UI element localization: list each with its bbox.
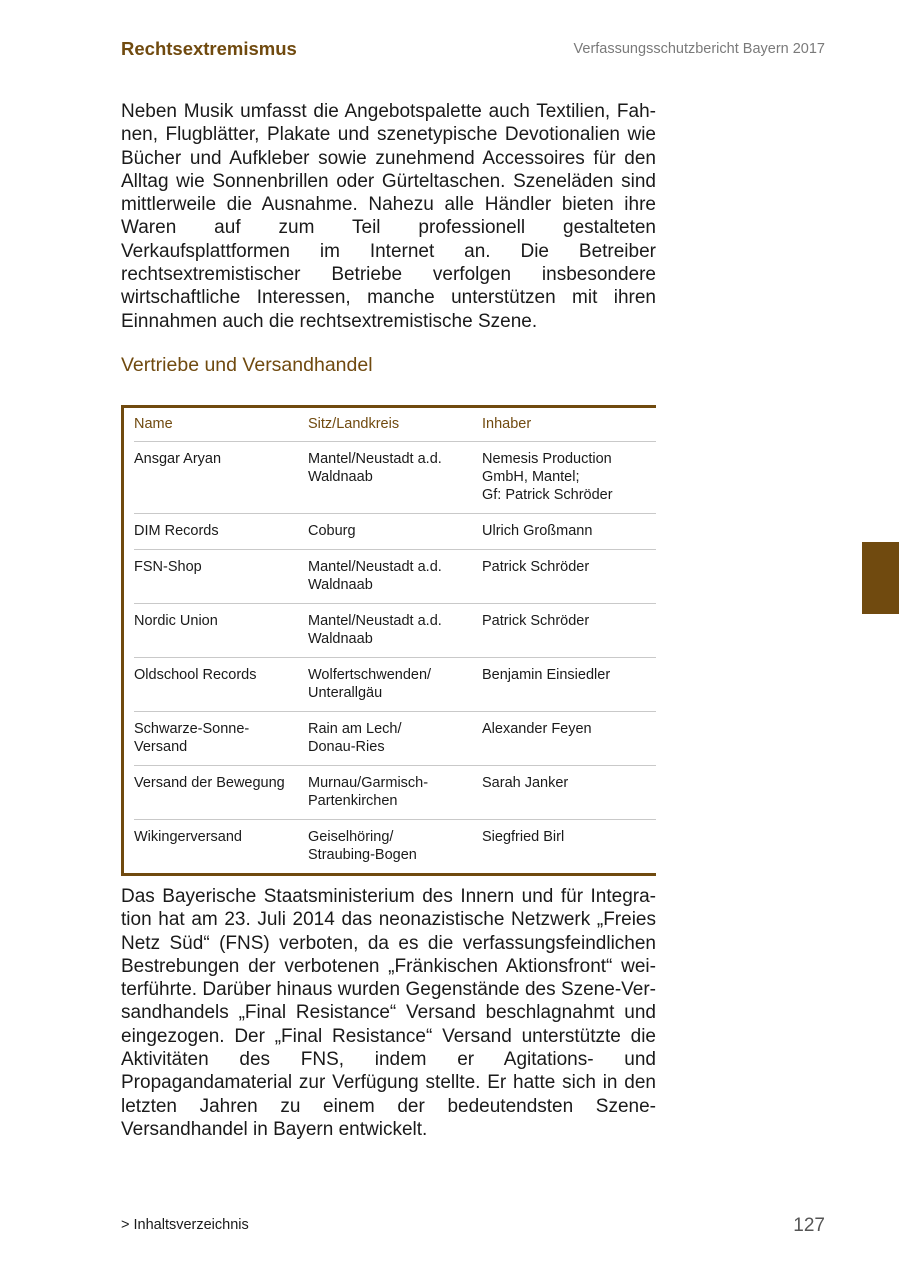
column-header-sitz: Sitz/Landkreis bbox=[308, 408, 482, 442]
cell-inhaber bbox=[482, 514, 656, 550]
cell-name bbox=[134, 658, 308, 712]
table-of-contents-link[interactable]: > Inhaltsverzeichnis bbox=[121, 1217, 249, 1233]
cell-name bbox=[134, 820, 308, 874]
cell-name bbox=[134, 514, 308, 550]
cell-inhaber-line: Sarah Janker bbox=[482, 775, 569, 791]
cell-sitz bbox=[308, 550, 482, 604]
cell-sitz-line: Waldnaab bbox=[308, 577, 373, 593]
cell-name-line: Oldschool Records bbox=[134, 667, 257, 683]
body-paragraph-intro: Neben Musik umfasst die Angebotspalette auch Textilien, Fahnen, Flugblätter, Plakate und szenetypische Devotionalien wie Bücher und Aufkleber sowie zunehmend Accessoires für den Alltag wie Sonnenbrillen oder Gürteltaschen. Szeneläden sind mittlerweile die Ausnahme. Nahezu alle Händler bieten ihre Waren auf zum Teil professionell gestalteten Verkaufsplattformen im Internet an. Die Betreiber rechtsextremistischer Betriebe verfolgen insbesondere wirtschaftliche Interessen, manche unterstützen mit ihren Einnahmen auch die rechtsextremistische Szene. bbox=[121, 101, 656, 332]
cell-inhaber bbox=[482, 604, 656, 658]
cell-sitz-line: Murnau/Garmisch- bbox=[308, 775, 429, 791]
cell-inhaber-line: Patrick Schröder bbox=[482, 613, 590, 629]
cell-name-line: Versand bbox=[134, 739, 188, 755]
cell-sitz-line: Mantel/Neustadt a.d. bbox=[308, 613, 442, 629]
cell-inhaber bbox=[482, 712, 656, 766]
cell-name-line: FSN-Shop bbox=[134, 559, 202, 575]
cell-sitz-line: Mantel/Neustadt a.d. bbox=[308, 451, 442, 467]
cell-name bbox=[134, 550, 308, 604]
cell-sitz bbox=[308, 442, 482, 514]
cell-sitz-line: Geiselhöring/ bbox=[308, 829, 394, 845]
cell-sitz bbox=[308, 820, 482, 874]
table-row bbox=[134, 658, 656, 712]
cell-sitz-line: Coburg bbox=[308, 523, 356, 539]
cell-sitz-line: Straubing-Bogen bbox=[308, 847, 417, 863]
cell-inhaber bbox=[482, 550, 656, 604]
section-header: Rechtsextremismus bbox=[121, 38, 297, 59]
cell-name-line: Wikingerversand bbox=[134, 829, 242, 845]
table-row bbox=[134, 766, 656, 820]
cell-inhaber-line: Alexander Feyen bbox=[482, 721, 592, 737]
cell-inhaber-line: Patrick Schröder bbox=[482, 559, 590, 575]
cell-sitz-line: Waldnaab bbox=[308, 469, 373, 485]
chapter-tab-marker bbox=[862, 542, 899, 614]
cell-sitz-line: Waldnaab bbox=[308, 631, 373, 647]
cell-sitz-line: Mantel/Neustadt a.d. bbox=[308, 559, 442, 575]
cell-sitz-line: Unterallgäu bbox=[308, 685, 383, 701]
table-row bbox=[134, 514, 656, 550]
cell-sitz-line: Partenkirchen bbox=[308, 793, 398, 809]
cell-name bbox=[134, 766, 308, 820]
cell-inhaber bbox=[482, 820, 656, 874]
section-heading: Vertriebe und Versandhandel bbox=[121, 354, 373, 376]
column-header-inhaber: Inhaber bbox=[482, 408, 656, 442]
cell-sitz-line: Wolfertschwenden/ bbox=[308, 667, 432, 683]
cell-name bbox=[134, 712, 308, 766]
cell-name bbox=[134, 604, 308, 658]
cell-inhaber-line: Siegfried Birl bbox=[482, 829, 565, 845]
cell-sitz bbox=[308, 712, 482, 766]
cell-name bbox=[134, 442, 308, 514]
cell-inhaber-line: Gf: Patrick Schröder bbox=[482, 487, 613, 503]
column-header-name: Name bbox=[134, 408, 308, 442]
cell-sitz bbox=[308, 658, 482, 712]
cell-sitz-line: Rain am Lech/ bbox=[308, 721, 402, 737]
distributors-table bbox=[121, 405, 656, 876]
page-number: 127 bbox=[793, 1215, 825, 1236]
table-header-row bbox=[134, 408, 656, 442]
cell-name-line: Nordic Union bbox=[134, 613, 218, 629]
cell-sitz bbox=[308, 604, 482, 658]
publication-title: Verfassungsschutzbericht Bayern 2017 bbox=[573, 41, 825, 57]
body-paragraph-fns: Das Bayerische Staatsministerium des Innern und für Integration hat am 23. Juli 2014 das neonazistische Netzwerk „Freies Netz Süd“ (FNS) verboten, da es die verfassungsfeindlichen Bestrebungen der verbotenen „Fränkischen Aktionsfront“ weiterführte. Darüber hinaus wurden Gegenstände des Szene-Versandhandels „Final Resistance“ Versand beschlagnahmt und eingezogen. Der „Final Resistance“ Versand unterstützte die Aktivitäten des FNS, indem er Agitations- und Propagandamaterial zur Verfügung stellte. Er hatte sich in den letzten Jahren zu einem der bedeutendsten Szene-Versandhandel in Bayern entwickelt. bbox=[121, 886, 656, 1140]
table-row bbox=[134, 820, 656, 874]
table-row bbox=[134, 442, 656, 514]
cell-sitz bbox=[308, 766, 482, 820]
cell-sitz-line: Donau-Ries bbox=[308, 739, 385, 755]
cell-inhaber-line: Nemesis Production bbox=[482, 451, 612, 467]
cell-inhaber-line: GmbH, Mantel; bbox=[482, 469, 580, 485]
cell-sitz bbox=[308, 514, 482, 550]
table-row bbox=[134, 604, 656, 658]
cell-inhaber bbox=[482, 658, 656, 712]
cell-inhaber bbox=[482, 442, 656, 514]
table-row bbox=[134, 712, 656, 766]
cell-name-line: Versand der Bewegung bbox=[134, 775, 285, 791]
cell-inhaber-line: Ulrich Großmann bbox=[482, 523, 593, 539]
cell-inhaber-line: Benjamin Einsiedler bbox=[482, 667, 611, 683]
cell-inhaber bbox=[482, 766, 656, 820]
table-row bbox=[134, 550, 656, 604]
cell-name-line: DIM Records bbox=[134, 523, 219, 539]
cell-name-line: Schwarze-Sonne- bbox=[134, 721, 250, 737]
cell-name-line: Ansgar Aryan bbox=[134, 451, 222, 467]
